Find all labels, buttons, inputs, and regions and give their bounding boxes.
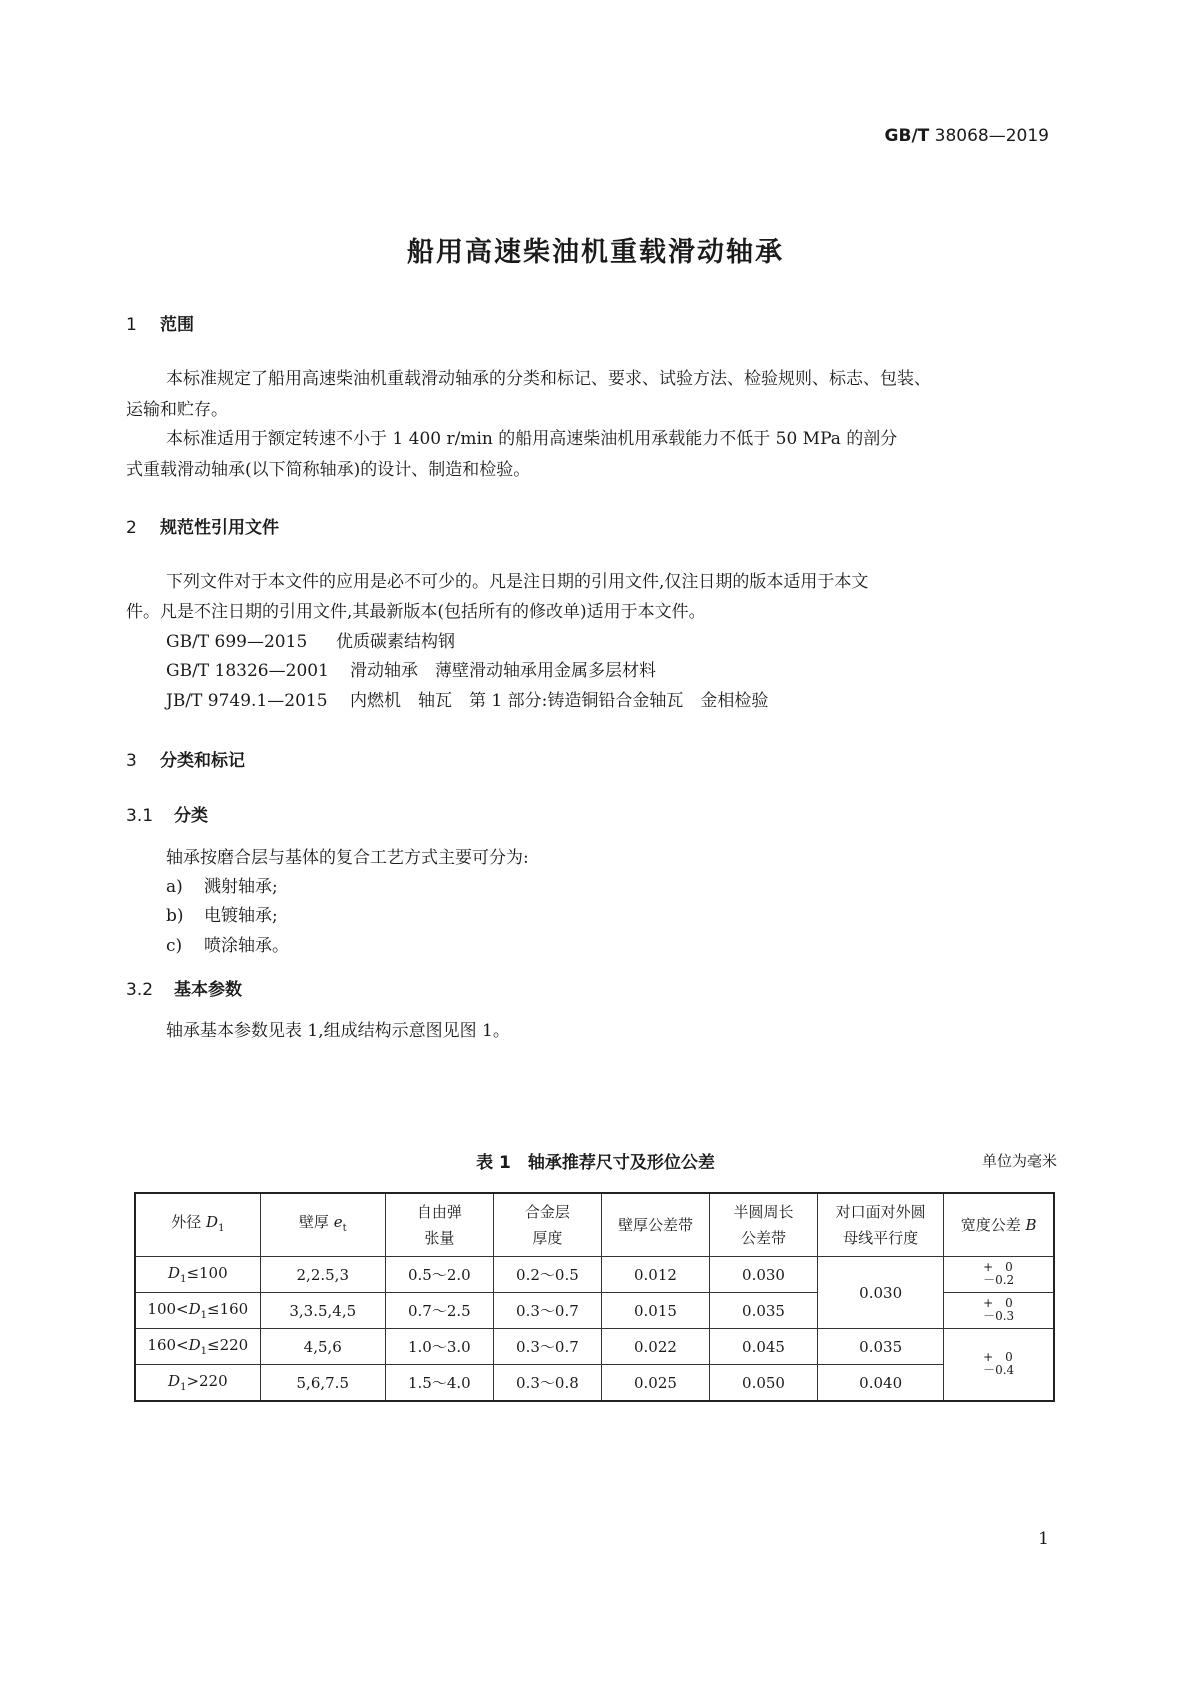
section-3-1-heading bbox=[126, 801, 208, 826]
section-1-heading bbox=[126, 310, 194, 335]
list-item-label: c) bbox=[166, 936, 183, 956]
reference-2-code: GB/T 18326—2001 bbox=[166, 661, 329, 681]
section-2-title: 规范性引用文件 bbox=[160, 518, 279, 538]
cell-alloy: 0.3～0.7 bbox=[493, 1293, 601, 1329]
cell-wall-tolerance: 0.012 bbox=[601, 1257, 709, 1293]
cell-spread: 0.5～2.0 bbox=[385, 1257, 493, 1293]
cell-half-circumference: 0.045 bbox=[709, 1329, 817, 1365]
section-1-para-1-line-1: 本标准规定了船用高速柴油机重载滑动轴承的分类和标记、要求、试验方法、检验规则、标志、包装、 bbox=[166, 369, 931, 389]
cell-wall-tolerance: 0.025 bbox=[601, 1365, 709, 1402]
section-3-1-title: 分类 bbox=[174, 806, 208, 826]
section-3-1-intro: 轴承按磨合层与基体的复合工艺方式主要可分为: bbox=[166, 848, 529, 868]
page-number: 1 bbox=[1038, 1529, 1049, 1549]
header-parallelism: 对口面对外圆 母线平行度 bbox=[818, 1193, 944, 1257]
cell-parallelism: 0.035 bbox=[818, 1329, 944, 1365]
reference-1-code: GB/T 699—2015 bbox=[166, 632, 308, 652]
standard-code: 38068—2019 bbox=[934, 126, 1049, 146]
cell-half-circumference: 0.050 bbox=[709, 1365, 817, 1402]
list-item-text: 喷涂轴承。 bbox=[204, 936, 289, 956]
cell-spread: 1.0～3.0 bbox=[385, 1329, 493, 1365]
cell-wall-tolerance: 0.015 bbox=[601, 1293, 709, 1329]
section-3-2-heading bbox=[126, 975, 242, 1000]
section-3-2-intro: 轴承基本参数见表 1,组成结构示意图见图 1。 bbox=[166, 1021, 510, 1041]
header-wall-tolerance: 壁厚公差带 bbox=[601, 1193, 709, 1257]
reference-3-name: 内燃机 轴瓦 第 1 部分:铸造铜铅合金轴瓦 金相检验 bbox=[350, 691, 769, 711]
section-1-title: 范围 bbox=[160, 315, 194, 335]
section-1-number: 1 bbox=[126, 315, 137, 335]
reference-3 bbox=[166, 686, 768, 717]
table-unit: 单位为毫米 bbox=[981, 1152, 1057, 1170]
cell-parallelism: 0.030 bbox=[818, 1257, 944, 1329]
cell-half-circumference: 0.030 bbox=[709, 1257, 817, 1293]
header-free-spread: 自由弹 张量 bbox=[385, 1193, 493, 1257]
cell-parallelism: 0.040 bbox=[818, 1365, 944, 1402]
section-1-para-1-line-2: 运输和贮存。 bbox=[126, 400, 228, 420]
list-item-label: b) bbox=[166, 906, 184, 926]
table-row bbox=[135, 1365, 1054, 1402]
section-3-number: 3 bbox=[126, 751, 137, 771]
cell-width-tolerance: + 0 －0.2 bbox=[944, 1257, 1054, 1293]
table-caption: 表 1 轴承推荐尺寸及形位公差 bbox=[476, 1153, 715, 1173]
list-item-label: a) bbox=[166, 877, 183, 897]
cell-outer-diameter: $D_1\le 100$ bbox=[135, 1257, 260, 1293]
section-1-para-2-line-1: 本标准适用于额定转速不小于 1 400 r/min 的船用高速柴油机用承载能力不低于 50 MPa 的剖分 bbox=[166, 429, 898, 449]
cell-width-tolerance: + 0 －0.3 bbox=[944, 1293, 1054, 1329]
list-item-text: 溅射轴承; bbox=[204, 877, 278, 897]
cell-outer-diameter: $160<D_1\le 220$ bbox=[135, 1329, 260, 1365]
list-item-text: 电镀轴承; bbox=[204, 906, 278, 926]
cell-outer-diameter: $100<D_1\le 160$ bbox=[135, 1293, 260, 1329]
table-row bbox=[135, 1257, 1054, 1293]
list-item bbox=[166, 901, 278, 932]
reference-1-name: 优质碳素结构钢 bbox=[336, 632, 455, 652]
cell-spread: 0.7～2.5 bbox=[385, 1293, 493, 1329]
parameters-table bbox=[134, 1192, 1055, 1402]
cell-spread: 1.5～4.0 bbox=[385, 1365, 493, 1402]
header-half-circumference: 半圆周长 公差带 bbox=[709, 1193, 817, 1257]
standard-prefix: GB/T bbox=[884, 126, 930, 146]
cell-alloy: 0.3～0.7 bbox=[493, 1329, 601, 1365]
section-3-heading bbox=[126, 746, 245, 771]
reference-3-code: JB/T 9749.1—2015 bbox=[166, 691, 328, 711]
header-alloy-thickness: 合金层 厚度 bbox=[493, 1193, 601, 1257]
cell-outer-diameter: $D_1>220$ bbox=[135, 1365, 260, 1402]
reference-2-name: 滑动轴承 薄壁滑动轴承用金属多层材料 bbox=[350, 661, 656, 681]
cell-alloy: 0.2～0.5 bbox=[493, 1257, 601, 1293]
cell-wall: 3,3.5,4,5 bbox=[260, 1293, 385, 1329]
section-3-1-number: 3.1 bbox=[126, 806, 154, 826]
cell-wall: 4,5,6 bbox=[260, 1329, 385, 1365]
table-row bbox=[135, 1329, 1054, 1365]
cell-half-circumference: 0.035 bbox=[709, 1293, 817, 1329]
reference-2 bbox=[166, 656, 656, 687]
header-wall-thickness: 壁厚 $e_t$ bbox=[260, 1193, 385, 1257]
section-2-heading bbox=[126, 513, 279, 538]
header-outer-diameter: 外径 $D_1$ bbox=[135, 1193, 260, 1257]
list-item bbox=[166, 872, 278, 903]
cell-wall-tolerance: 0.022 bbox=[601, 1329, 709, 1365]
document-title: 船用高速柴油机重载滑动轴承 bbox=[407, 237, 784, 268]
section-2-para-line-1: 下列文件对于本文件的应用是必不可少的。凡是注日期的引用文件,仅注日期的版本适用于本文 bbox=[166, 572, 869, 592]
section-3-title: 分类和标记 bbox=[160, 751, 245, 771]
section-2-para-line-2: 件。凡是不注日期的引用文件,其最新版本(包括所有的修改单)适用于本文件。 bbox=[126, 602, 706, 622]
cell-width-tolerance: + 0 －0.4 bbox=[944, 1329, 1054, 1402]
table-header-row bbox=[135, 1193, 1054, 1257]
cell-alloy: 0.3～0.8 bbox=[493, 1365, 601, 1402]
cell-wall: 2,2.5,3 bbox=[260, 1257, 385, 1293]
section-3-2-number: 3.2 bbox=[126, 980, 154, 1000]
header-width-tolerance: 宽度公差 B bbox=[944, 1193, 1054, 1257]
list-item bbox=[166, 931, 289, 962]
cell-wall: 5,6,7.5 bbox=[260, 1365, 385, 1402]
section-2-number: 2 bbox=[126, 518, 137, 538]
section-1-para-2-line-2: 式重载滑动轴承(以下简称轴承)的设计、制造和检验。 bbox=[126, 460, 531, 480]
reference-1 bbox=[166, 627, 455, 658]
section-3-2-title: 基本参数 bbox=[174, 980, 242, 1000]
standard-number bbox=[885, 126, 1049, 146]
